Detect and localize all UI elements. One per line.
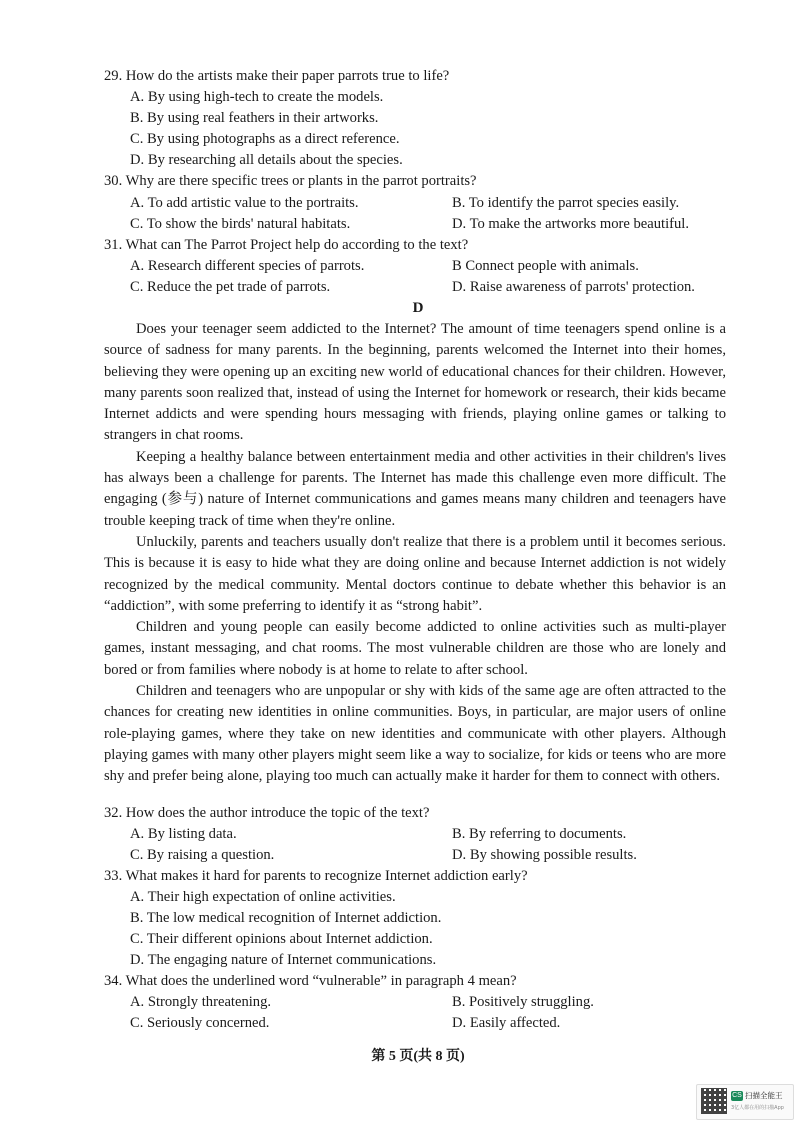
question-29-option-a: A. By using high-tech to create the models. (130, 89, 384, 105)
question-29-option-b: B. By using real feathers in their artworks. (130, 110, 379, 126)
section-heading: D (412, 300, 424, 316)
question-29-option-d: D. By researching all details about the species. (130, 152, 403, 168)
reading-passage (104, 319, 726, 788)
question-31-option-b: B Connect people with animals. (452, 258, 639, 274)
passage-paragraph-5: Children and teenagers who are unpopular or shy with kids of the same age are often attracted to the chances for creating new identities in online communities. Boys, in particular, are major users of online role-playing games, where they take on new identities and communicate with other players. Although playing games with many other players might seem like a way to socialize, for kids or teens who are more shy and prefer being alone, playing too much can actually make it harder for them to connect with others. (104, 683, 726, 785)
question-31-stem: 31. What can The Parrot Project help do according to the text? (104, 237, 469, 253)
question-34-option-a: A. Strongly threatening. (130, 994, 272, 1010)
question-30-option-d: D. To make the artworks more beautiful. (452, 216, 690, 232)
question-33-option-d: D. The engaging nature of Internet communications. (130, 952, 437, 968)
question-32-option-b: B. By referring to documents. (452, 826, 627, 842)
scanner-watermark (696, 1084, 794, 1120)
question-34-option-d: D. Easily affected. (452, 1015, 561, 1031)
qr-code-icon (701, 1088, 727, 1114)
question-34-option-c: C. Seriously concerned. (130, 1015, 270, 1031)
question-29-stem: 29. How do the artists make their paper parrots true to life? (104, 68, 450, 84)
question-32-option-a: A. By listing data. (130, 826, 237, 842)
question-31-option-a: A. Research different species of parrots. (130, 258, 365, 274)
passage-paragraph-2: Keeping a healthy balance between entertainment media and other activities in their children's lives has always been a challenge for parents. The Internet has made this challenge even more difficult. The engaging (参与) nature of Internet communications and games means many children and teenagers have trouble keeping track of time when they're online. (104, 448, 726, 529)
camscanner-logo-icon: CS (732, 1092, 742, 1099)
question-31-option-d: D. Raise awareness of parrots' protection. (452, 279, 695, 295)
question-33-option-b: B. The low medical recognition of Internet addiction. (130, 910, 442, 926)
scanner-app-name: 扫描全能王 (745, 1091, 783, 1100)
question-31-option-c: C. Reduce the pet trade of parrots. (130, 279, 331, 295)
question-33-option-a: A. Their high expectation of online activities. (130, 889, 396, 905)
question-30-option-a: A. To add artistic value to the portraits. (130, 195, 359, 211)
scanner-tagline: 3亿人都在用的扫描App (731, 1105, 784, 1111)
question-32-stem: 32. How does the author introduce the topic of the text? (104, 805, 430, 821)
passage-paragraph-4: Children and young people can easily become addicted to online activities such as multi-player games, instant messaging, and chat rooms. The most vulnerable children are those who are lonely and bored or from families where nobody is at home to relate to after school. (104, 619, 726, 678)
question-33-stem: 33. What makes it hard for parents to recognize Internet addiction early? (104, 868, 528, 884)
question-29-option-c: C. By using photographs as a direct reference. (130, 131, 400, 147)
question-30-stem: 30. Why are there specific trees or plants in the parrot portraits? (104, 173, 477, 189)
passage-paragraph-1: Does your teenager seem addicted to the Internet? The amount of time teenagers spend online is a source of sadness for many parents. In the beginning, parents welcomed the Internet into their homes, believing they were opening up an exciting new world of educational chances for their children. However, many parents soon realized that, instead of using the Internet for homework or research, their kids became Internet addicts and were spending hours messaging with friends, playing online games or talking to strangers in chat rooms. (104, 321, 726, 444)
question-34-stem: 34. What does the underlined word “vulnerable” in paragraph 4 mean? (104, 973, 517, 989)
question-30-option-c: C. To show the birds' natural habitats. (130, 216, 351, 232)
question-32-option-c: C. By raising a question. (130, 847, 275, 863)
page-number: 第 5 页(共 8 页) (371, 1049, 465, 1064)
question-34-option-b: B. Positively struggling. (452, 994, 594, 1010)
question-33-option-c: C. Their different opinions about Internet addiction. (130, 931, 433, 947)
passage-paragraph-3: Unluckily, parents and teachers usually don't realize that there is a problem until it becomes serious. This is because it is easy to hide what they are doing online and because Internet addiction is not widely recognized by the medical community. Mental doctors continue to debate whether this behavior is an “addiction”, with some preferring to identify it as “strong habit”. (104, 533, 726, 614)
question-30-option-b: B. To identify the parrot species easily. (452, 195, 680, 211)
question-32-option-d: D. By showing possible results. (452, 847, 637, 863)
